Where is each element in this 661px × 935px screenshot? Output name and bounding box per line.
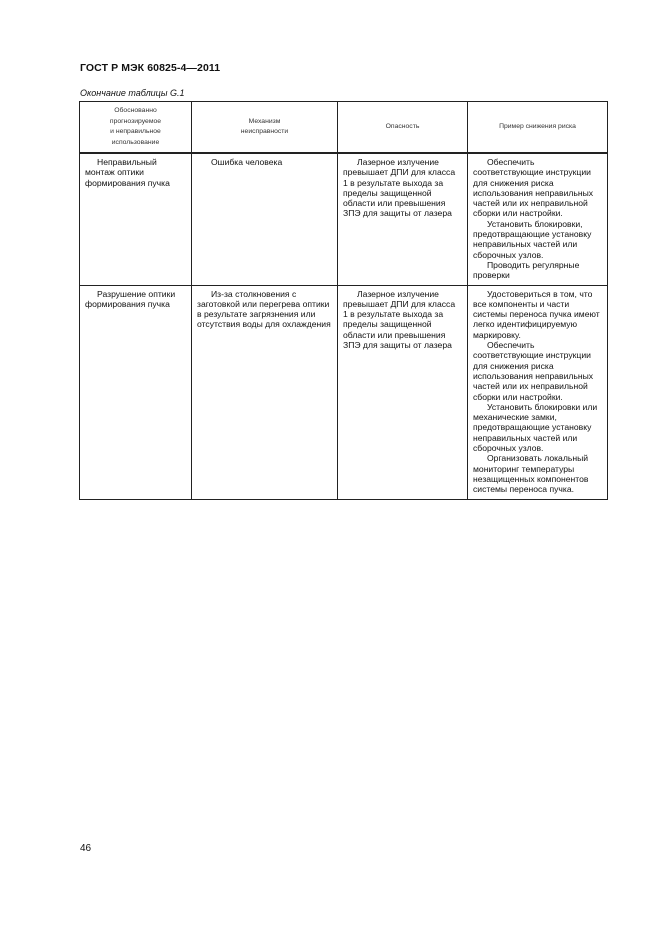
header-line: прогнозируемое [109,117,162,125]
cell-paragraph: Установить блокировки, предотвращающие установку неправильных частей или сборочных узлов. [473,218,592,260]
standard-title: ГОСТ Р МЭК 60825-4—2011 [80,62,221,74]
cell-mechanism [192,285,338,499]
cell-paragraph: Лазерное излучение превышает ДПИ для класса 1 в результате выхода за пределы защищенной области или превышения ЗПЭ для защиты от лазера [343,157,456,219]
cell-hazard [338,285,468,499]
header-line: Механизм [248,117,281,125]
cell-paragraph: Проводить регулярные проверки [473,259,580,281]
table-row [80,153,608,285]
cell-risk-reduction [468,285,608,499]
cell-paragraph: Неправильный монтаж оптики формирования пучка [85,157,170,188]
header-line: Пример снижения риска [499,122,576,130]
header-line: использование [111,138,160,146]
cell-risk-reduction [468,153,608,285]
cell-paragraph: Ошибка человека [211,157,283,167]
cell-paragraph: Организовать локальный мониторинг температуры незащищенных компонентов системы переноса пучка. [473,453,589,495]
header-line: Обоснованно [114,107,157,114]
cell-paragraph: Лазерное излучение превышает ДПИ для класса 1 в результате выхода за пределы защищенной области или превышения ЗПЭ для защиты от лазера [343,288,456,351]
cell-paragraph: Разрушение оптики формирования пучка [85,288,176,309]
table-body [80,153,608,499]
table-row [80,285,608,499]
cell-paragraph: Обеспечить соответствующие инструкции для снижения риска использования неправильных частей или их неправильной сборки или настройки. [473,340,594,402]
header-mechanism [192,102,338,154]
page-number: 46 [80,843,92,854]
table-caption: Окончание таблицы G.1 [80,88,185,98]
cell-use [80,153,192,285]
header-risk-reduction [468,102,608,154]
table-header-row [80,102,608,154]
cell-use [80,285,192,499]
header-use [80,102,192,154]
cell-paragraph: Из-за столкновения с заготовкой или перегрева оптики в результате загрязнения или отсутствия воды для охлаждения [197,288,331,330]
cell-mechanism [192,153,338,285]
header-line: Опасность [385,122,420,130]
hazard-table [79,101,608,500]
header-hazard [338,102,468,154]
header-line: неисправности [240,128,289,135]
header-line: и неправильное [110,128,161,135]
cell-paragraph: Удостовериться в том, что все компоненты и части системы переноса пучка имеют легко идентифицируемую маркировку. [473,288,600,340]
cell-paragraph: Установить блокировки или механические замки, предотвращающие установку неправильных частей или сборочных узлов. [473,401,598,454]
cell-hazard [338,153,468,285]
cell-paragraph: Обеспечить соответствующие инструкции для снижения риска использования неправильных частей или их неправильной сборки или настройки. [473,157,594,219]
